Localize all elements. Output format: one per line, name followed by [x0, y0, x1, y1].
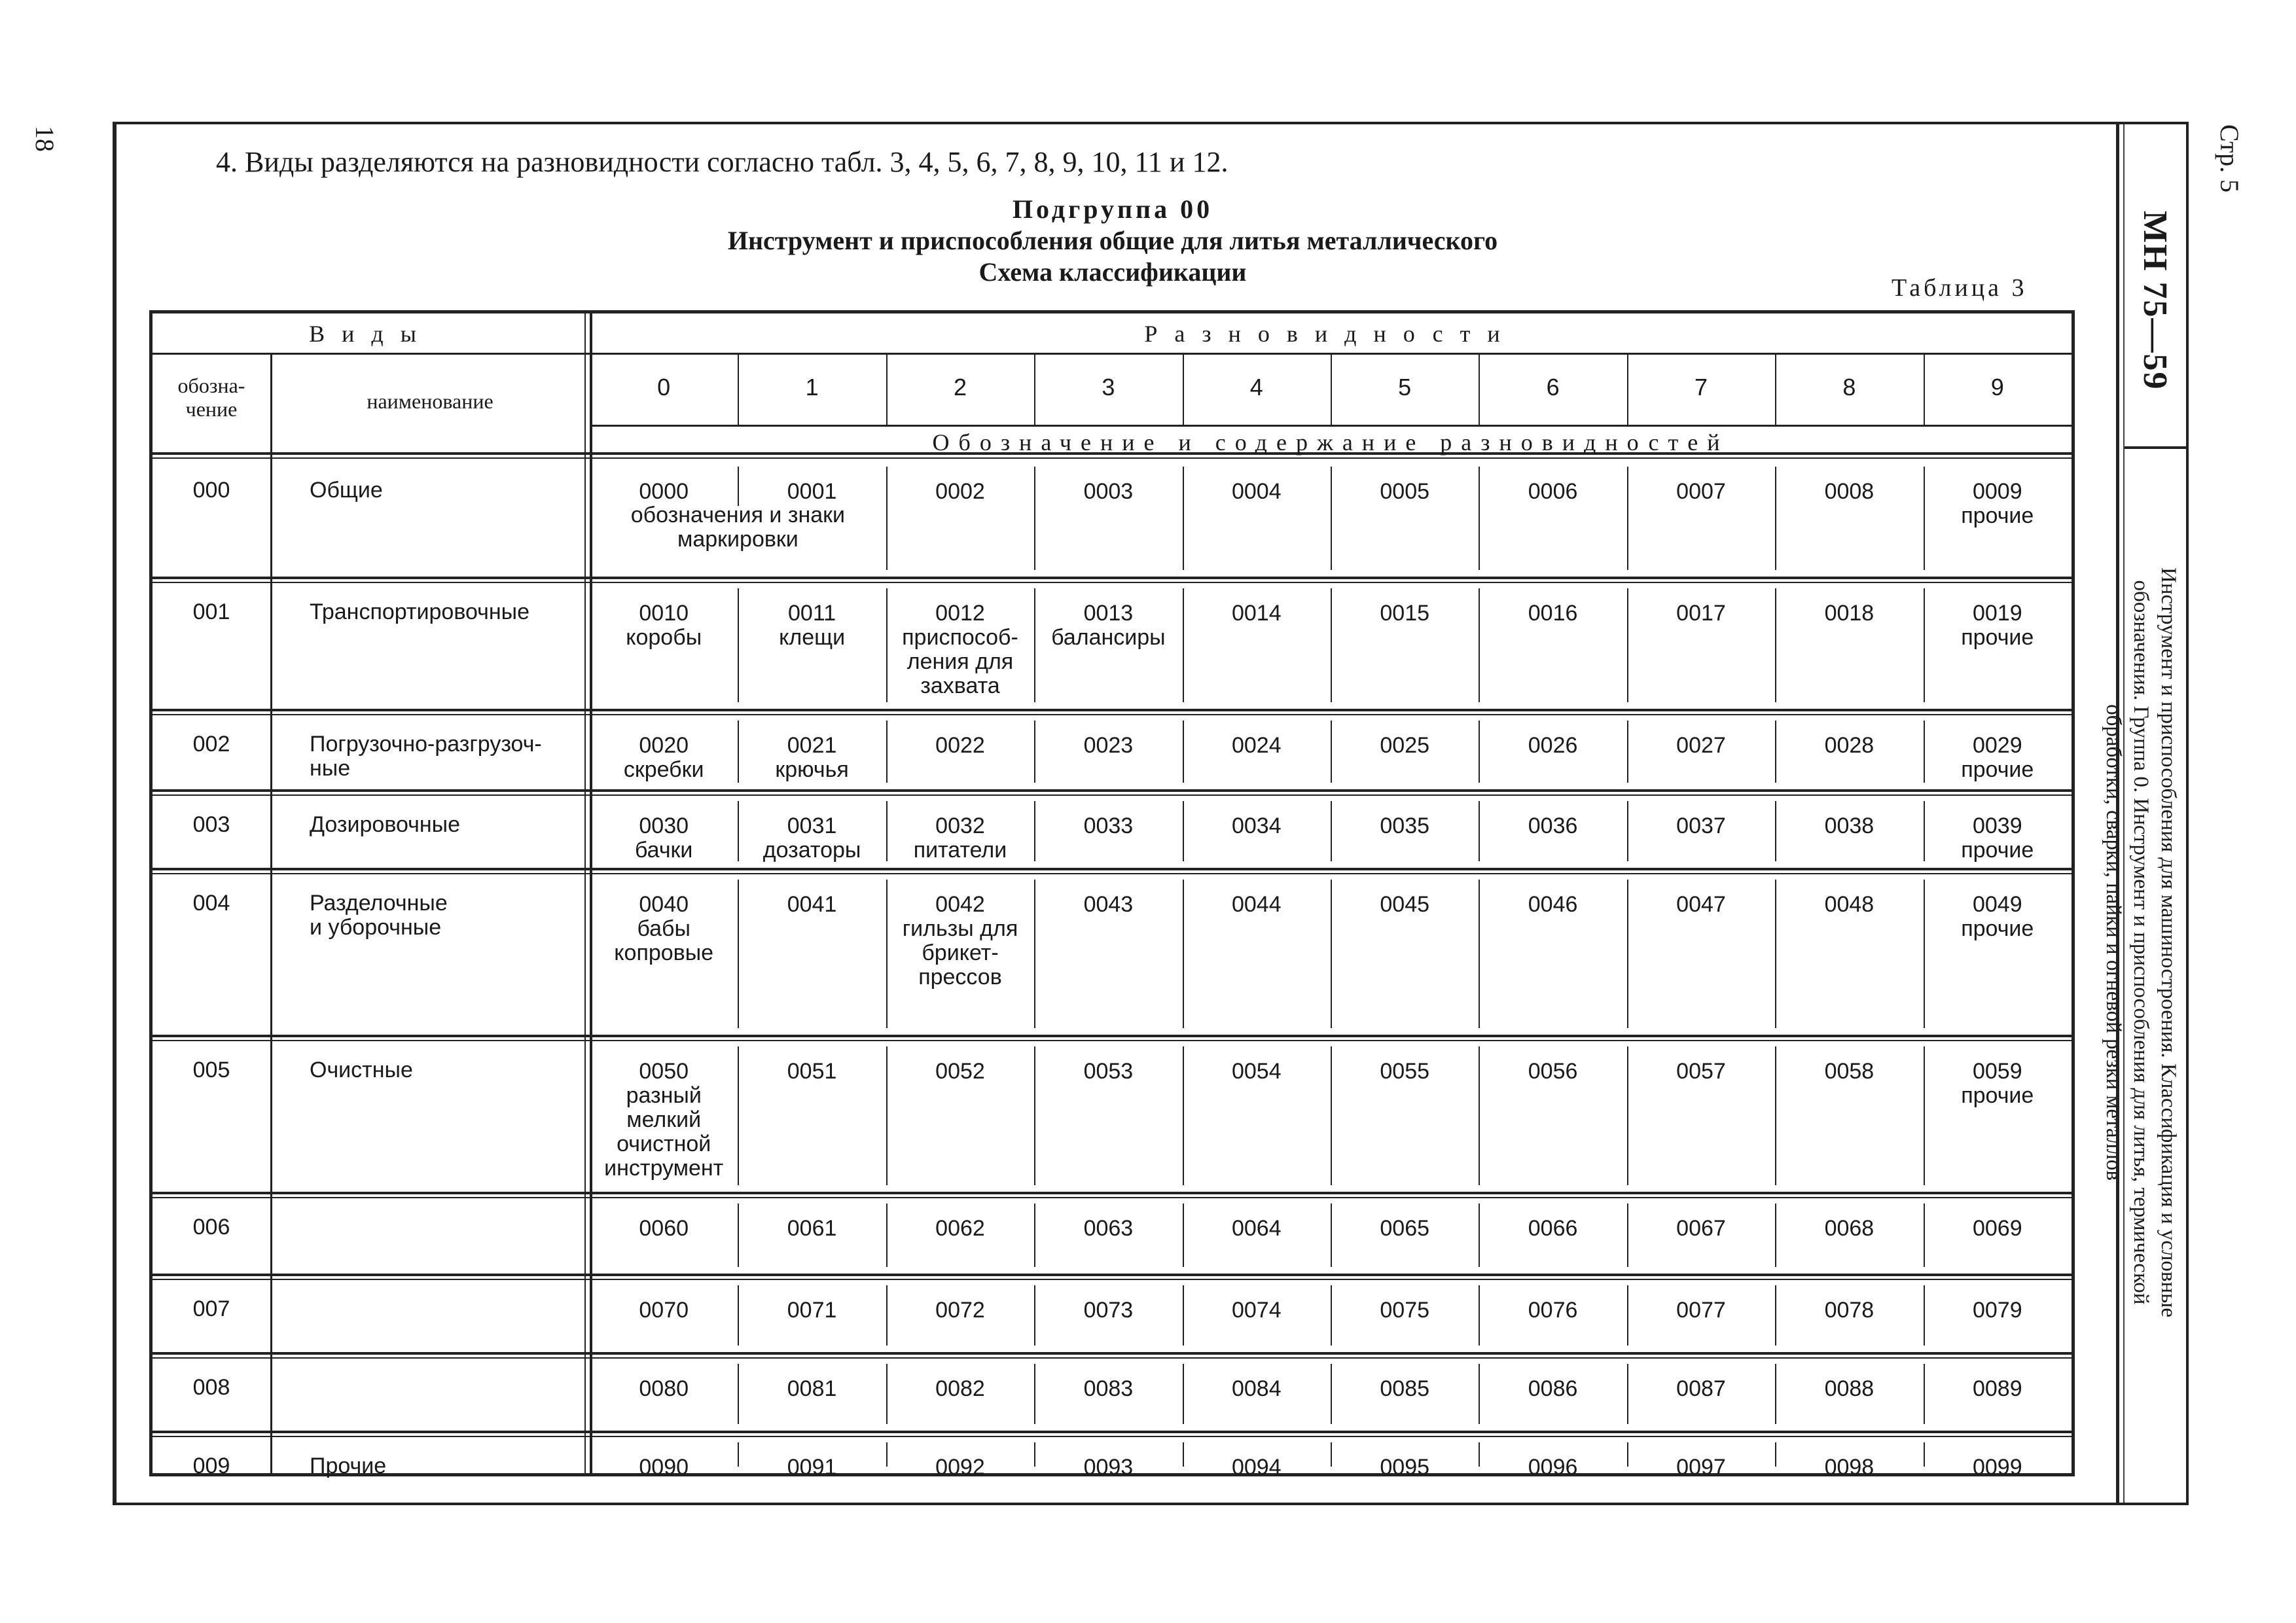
row-name: Прочие [310, 1454, 387, 1478]
classification-table [149, 310, 2075, 1480]
variety-cell: 0034 [1231, 813, 1282, 838]
column-number: 4 [1249, 374, 1263, 401]
variety-cell: 0033 [1083, 813, 1134, 838]
variety-cell: 0057 [1676, 1059, 1726, 1084]
variety-cell: 0079 [1972, 1298, 2022, 1323]
variety-cell: 0048 [1824, 892, 1874, 917]
table-hline [152, 1431, 2072, 1433]
variety-cell: 0002 [935, 479, 985, 504]
variety-cell: 0008 [1824, 479, 1874, 504]
table-hline [152, 1279, 2072, 1280]
variety-cell: 0024 [1231, 733, 1282, 758]
variety-cell: 0019 прочие [1961, 601, 2034, 650]
variety-cell: 0094 [1231, 1455, 1282, 1480]
variety-cell: 0028 [1824, 733, 1874, 758]
variety-cell: 0095 [1380, 1455, 1430, 1480]
table-label: Таблица 3 [1892, 274, 2028, 302]
table-hline [152, 1357, 2072, 1359]
variety-cell: 0054 [1231, 1059, 1282, 1084]
column-number: 3 [1102, 374, 1115, 401]
variety-cell: 0020 скребки [623, 733, 704, 782]
table-vline [270, 353, 272, 1473]
variety-cell: 0099 [1972, 1455, 2022, 1480]
variety-cell: 0016 [1528, 601, 1578, 626]
variety-cell: 0037 [1676, 813, 1726, 838]
table-hline [152, 709, 2072, 711]
table-hline [152, 1436, 2072, 1437]
column-number: 1 [805, 374, 819, 401]
variety-cell: 0049 прочие [1961, 892, 2034, 941]
table-hline [152, 1040, 2072, 1041]
table-vline [584, 313, 586, 1473]
table-hline [152, 794, 2072, 796]
row-name: Дозировочные [310, 812, 461, 837]
row-code: 002 [192, 732, 230, 757]
variety-cell: 0050 разный мелкий очистной инструмент [604, 1059, 724, 1181]
header-designation: обозна- чение [177, 374, 245, 421]
variety-cell: 0087 [1676, 1376, 1726, 1401]
variety-cell: 0085 [1380, 1376, 1430, 1401]
row-code: 009 [192, 1454, 230, 1478]
variety-cell: 0083 [1083, 1376, 1134, 1401]
variety-cell: 0045 [1380, 892, 1430, 917]
variety-cell: 0001 [787, 479, 837, 504]
row-code: 007 [192, 1296, 230, 1321]
heading-line2: Схема классификации [978, 257, 1247, 287]
variety-cell: 0056 [1528, 1059, 1578, 1084]
table-hline [152, 714, 2072, 715]
variety-cell: 0086 [1528, 1376, 1578, 1401]
variety-cell: 0069 [1972, 1216, 2022, 1241]
table-hline [152, 789, 2072, 792]
variety-cell: 0036 [1528, 813, 1578, 838]
table-hline [152, 868, 2072, 870]
row-code: 001 [192, 599, 230, 624]
variety-cell: 0063 [1083, 1216, 1134, 1241]
variety-cell: 0078 [1824, 1298, 1874, 1323]
table-hline [152, 1197, 2072, 1198]
variety-cell: 0004 [1231, 479, 1282, 504]
row-name: Погрузочно-разгрузоч- ные [310, 732, 542, 781]
row-code: 006 [192, 1215, 230, 1240]
column-number: 9 [1990, 374, 2004, 401]
variety-cell: 0000 [639, 479, 689, 504]
variety-cell: 0065 [1380, 1216, 1430, 1241]
variety-cell: 0038 [1824, 813, 1874, 838]
variety-cell: 0046 [1528, 892, 1578, 917]
table-hline [152, 873, 2072, 874]
variety-cell: 0015 [1380, 601, 1430, 626]
row-code: 008 [192, 1375, 230, 1400]
variety-cell: 0042 гильзы для брикет- прессов [902, 892, 1018, 990]
variety-cell: 0025 [1380, 733, 1430, 758]
column-number: 0 [657, 374, 671, 401]
table-hline [152, 457, 2072, 459]
variety-cell: 0080 [639, 1376, 689, 1401]
standard-title: Инструмент и приспособления для машиностроения. Классификация и условные обозначения. Группа 0. Инструмент и приспособления для литья, термической обработки, сварки, пайки и огневой резки металлов [2102, 567, 2180, 1317]
header-name: наименование [367, 389, 493, 413]
variety-cell: 0092 [935, 1455, 985, 1480]
variety-cell: 0017 [1676, 601, 1726, 626]
variety-cell: 0082 [935, 1376, 985, 1401]
variety-cell: 0059 прочие [1961, 1059, 2034, 1108]
header-varieties: Разновидности [1144, 321, 1517, 347]
variety-cell: 0003 [1083, 479, 1134, 504]
variety-cell: 0018 [1824, 601, 1874, 626]
page-label: Стр. 5 [2215, 124, 2244, 193]
column-number: 2 [953, 374, 967, 401]
table-hline [152, 577, 2072, 579]
standard-code: МН 75—59 [2136, 211, 2174, 391]
table-hline [152, 1192, 2072, 1194]
variety-span-note: обозначения и знаки маркировки [630, 503, 846, 552]
variety-cell: 0066 [1528, 1216, 1578, 1241]
table-hline [152, 353, 590, 355]
column-number: 8 [1842, 374, 1856, 401]
variety-cell: 0091 [787, 1455, 837, 1480]
row-name: Очистные [310, 1058, 413, 1082]
variety-cell: 0084 [1231, 1376, 1282, 1401]
variety-cell: 0010 коробы [626, 601, 702, 650]
variety-cell: 0044 [1231, 892, 1282, 917]
variety-cell: 0098 [1824, 1455, 1874, 1480]
side-column-divider [2125, 446, 2187, 449]
column-number: 5 [1398, 374, 1412, 401]
variety-cell: 0007 [1676, 479, 1726, 504]
variety-cell: 0029 прочие [1961, 733, 2034, 782]
variety-cell: 0090 [639, 1455, 689, 1480]
variety-cell: 0023 [1083, 733, 1134, 758]
row-code: 000 [192, 478, 230, 503]
variety-cell: 0021 крючья [775, 733, 849, 782]
table-hline [152, 1035, 2072, 1037]
variety-cell: 0072 [935, 1298, 985, 1323]
variety-cell: 0035 [1380, 813, 1430, 838]
variety-cell: 0047 [1676, 892, 1726, 917]
variety-cell: 0093 [1083, 1455, 1134, 1480]
variety-cell: 0052 [935, 1059, 985, 1084]
heading [589, 194, 1636, 288]
variety-cell: 0088 [1824, 1376, 1874, 1401]
table-hline [152, 582, 2072, 583]
row-name: Разделочные и уборочные [310, 891, 448, 940]
variety-cell: 0058 [1824, 1059, 1874, 1084]
table-hline [590, 425, 2072, 427]
variety-cell: 0027 [1676, 733, 1726, 758]
variety-cell: 0040 бабы копровые [614, 892, 714, 965]
row-name: Транспортировочные [310, 599, 529, 624]
variety-cell: 0011 клещи [779, 601, 846, 650]
variety-cell: 0013 балансиры [1051, 601, 1166, 650]
variety-cell: 0062 [935, 1216, 985, 1241]
variety-cell: 0009 прочие [1961, 479, 2034, 528]
variety-cell: 0012 приспособ- ления для захвата [902, 601, 1018, 698]
heading-line1: Инструмент и приспособления общие для литья металлического [727, 226, 1498, 255]
variety-cell: 0089 [1972, 1376, 2022, 1401]
column-number: 7 [1694, 374, 1708, 401]
row-code: 005 [192, 1058, 230, 1082]
variety-cell: 0061 [787, 1216, 837, 1241]
variety-cell: 0041 [787, 892, 837, 917]
page-number: 18 [30, 126, 60, 152]
variety-cell: 0068 [1824, 1216, 1874, 1241]
variety-cell: 0073 [1083, 1298, 1134, 1323]
variety-cell: 0077 [1676, 1298, 1726, 1323]
variety-cell: 0022 [935, 733, 985, 758]
header-content: Обозначение и содержание разновидностей [932, 429, 1729, 455]
intro-text: 4. Виды разделяются на разновидности согласно табл. 3, 4, 5, 6, 7, 8, 9, 10, 11 и 12. [216, 146, 1229, 178]
variety-cell: 0074 [1231, 1298, 1282, 1323]
variety-cell: 0030 бачки [634, 813, 693, 863]
subgroup-title: Подгруппа 00 [1012, 194, 1213, 224]
variety-cell: 0031 дозаторы [762, 813, 861, 863]
variety-cell: 0076 [1528, 1298, 1578, 1323]
variety-cell: 0005 [1380, 479, 1430, 504]
variety-cell: 0026 [1528, 733, 1578, 758]
row-code: 003 [192, 812, 230, 837]
row-code: 004 [192, 891, 230, 916]
variety-cell: 0071 [787, 1298, 837, 1323]
variety-cell: 0014 [1231, 601, 1282, 626]
variety-cell: 0039 прочие [1961, 813, 2034, 863]
variety-cell: 0097 [1676, 1455, 1726, 1480]
header-types: Виды [309, 321, 433, 347]
variety-cell: 0055 [1380, 1059, 1430, 1084]
variety-cell: 0060 [639, 1216, 689, 1241]
table-hline [152, 1274, 2072, 1276]
column-number: 6 [1546, 374, 1560, 401]
variety-cell: 0064 [1231, 1216, 1282, 1241]
table-hline [152, 1352, 2072, 1355]
variety-cell: 0067 [1676, 1216, 1726, 1241]
variety-cell: 0096 [1528, 1455, 1578, 1480]
variety-cell: 0006 [1528, 479, 1578, 504]
variety-cell: 0051 [787, 1059, 837, 1084]
variety-cell: 0032 питатели [913, 813, 1007, 863]
variety-cell: 0081 [787, 1376, 837, 1401]
variety-cell: 0070 [639, 1298, 689, 1323]
variety-cell: 0075 [1380, 1298, 1430, 1323]
variety-cell: 0043 [1083, 892, 1134, 917]
row-name: Общие [310, 478, 383, 503]
variety-cell: 0053 [1083, 1059, 1134, 1084]
